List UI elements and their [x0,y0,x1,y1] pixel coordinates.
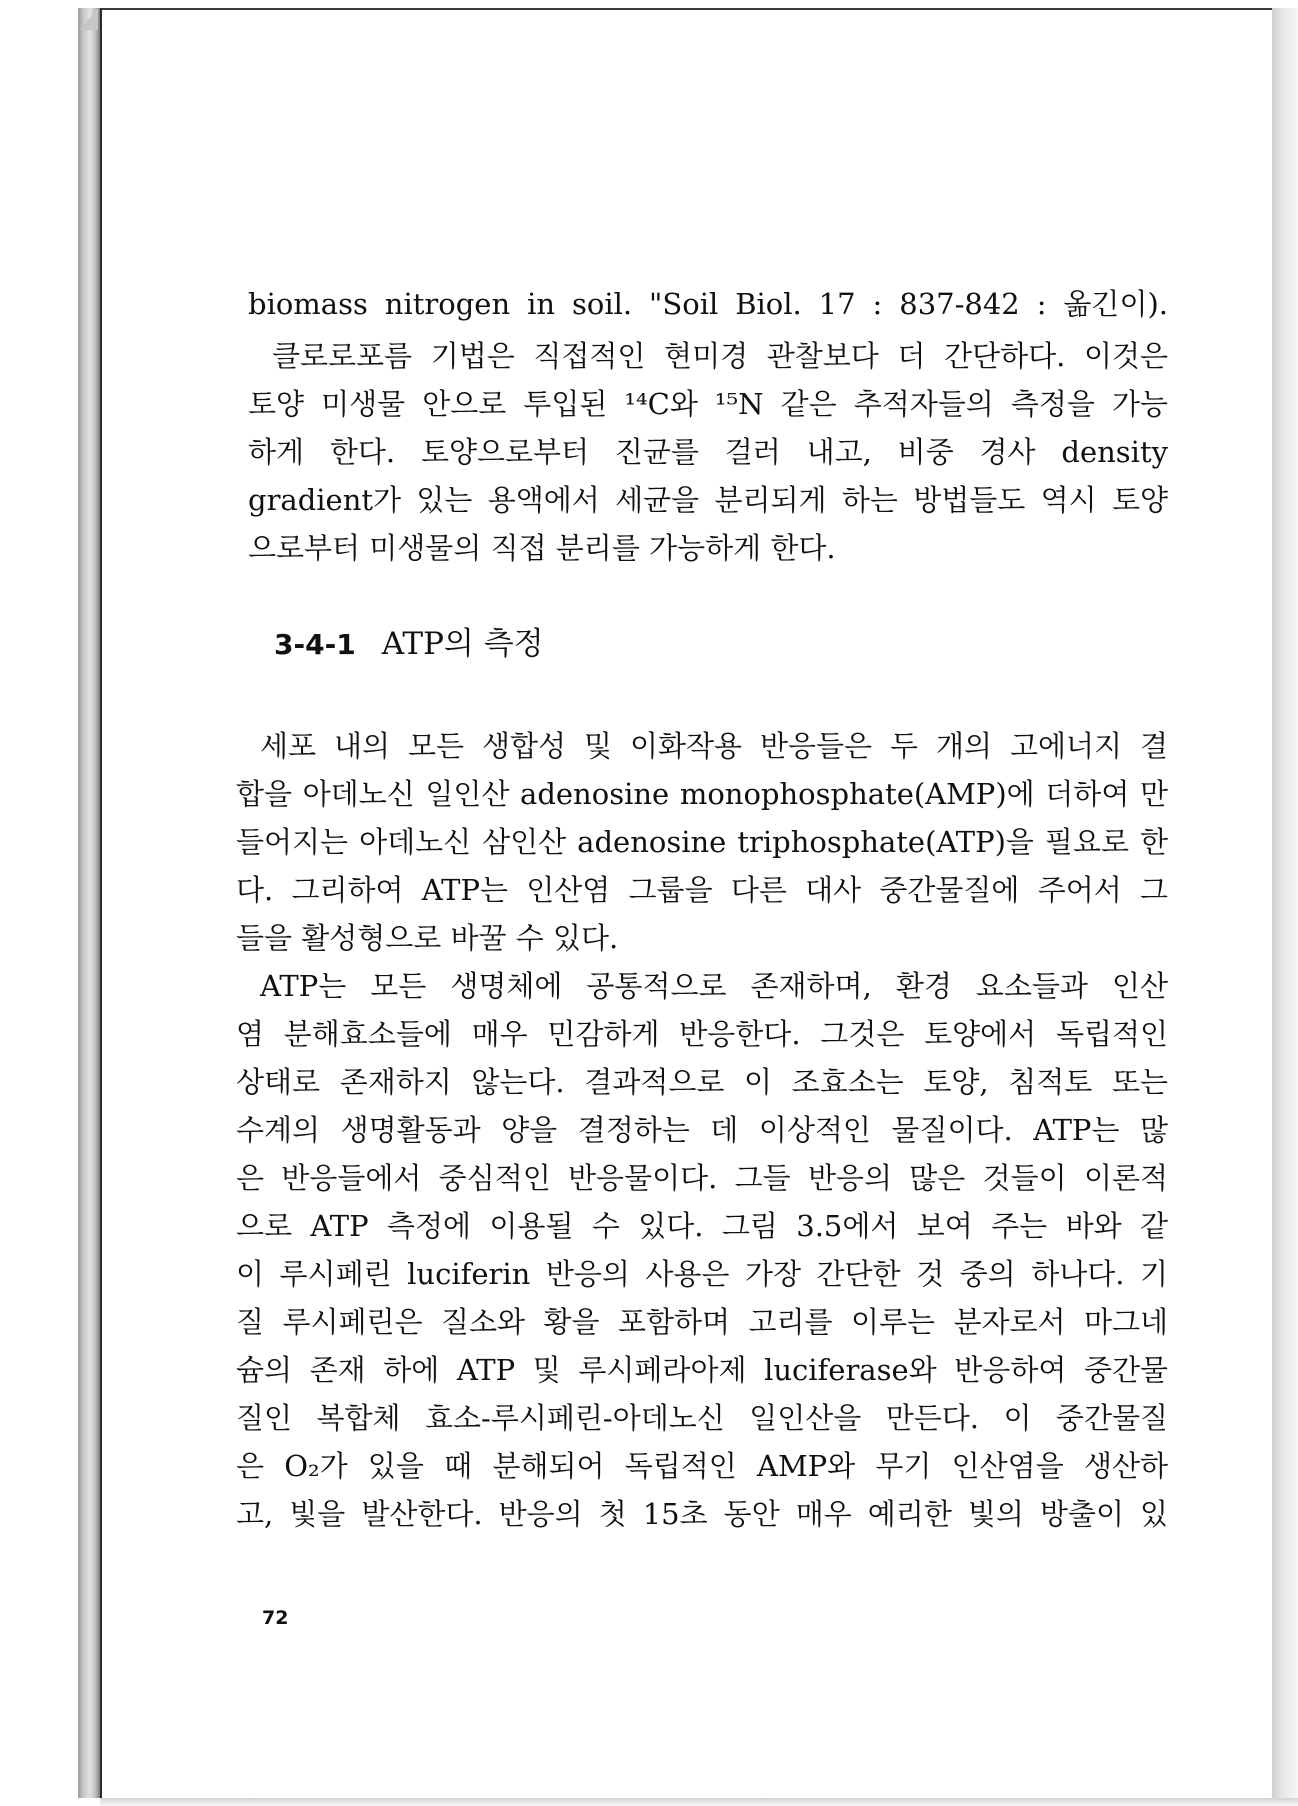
text-line: 으로부터 미생물의 직접 분리를 가능하게 한다. [248,531,836,565]
section-title: ATP의 측정 [381,626,544,662]
spine-corner [80,8,98,30]
text-line: 합을 아데노신 일인산 adenosine monophosphate(AMP)에 더하여 만 [236,777,1168,811]
text-line: 은 반응들에서 중심적인 반응물이다. 그들 반응의 많은 것들이 이론적 [236,1161,1168,1195]
text-line: 상태로 존재하지 않는다. 결과적으로 이 조효소는 토양, 침적토 또는 [236,1065,1168,1099]
text-line: 으로 ATP 측정에 이용될 수 있다. 그림 3.5에서 보여 주는 바와 같 [236,1209,1168,1243]
text-line: 고, 빛을 발산한다. 반응의 첫 15초 동안 매우 예리한 빛의 방출이 있 [236,1497,1168,1531]
section-heading [274,622,544,667]
paragraph-1 [248,280,1168,572]
paragraph-2 [236,722,1168,962]
section-number: 3-4-1 [274,628,356,661]
text-line: 질 루시페린은 질소와 황을 포함하며 고리를 이루는 분자로서 마그네 [236,1305,1168,1339]
text-line: 질인 복합체 효소-루시페린-아데노신 일인산을 만든다. 이 중간물질 [236,1401,1168,1435]
book-spine [78,8,100,1798]
text-line: 슘의 존재 하에 ATP 및 루시페라아제 luciferase와 반응하여 중간물 [236,1353,1168,1387]
paragraph-3 [236,962,1168,1538]
text-line: 이 루시페린 luciferin 반응의 사용은 가장 간단한 것 중의 하나다. 기 [236,1257,1168,1291]
text-line: 들을 활성형으로 바꿀 수 있다. [236,921,619,955]
page-bottom-shadow [100,1798,1298,1806]
text-line: ATP는 모든 생명체에 공통적으로 존재하며, 환경 요소들과 인산 [260,969,1168,1003]
text-line: 염 분해효소들에 매우 민감하게 반응한다. 그것은 토양에서 독립적인 [236,1017,1168,1051]
text-line: gradient가 있는 용액에서 세균을 분리되게 하는 방법들도 역시 토양 [248,483,1168,517]
text-line: 은 O₂가 있을 때 분해되어 독립적인 AMP와 무기 인산염을 생산하 [236,1449,1168,1483]
text-line: biomass nitrogen in soil. "Soil Biol. 17 : 837-842 : 옮긴이). [248,287,1168,321]
page-edge-shadow [1272,8,1298,1806]
text-line: 하게 한다. 토양으로부터 진균를 걸러 내고, 비중 경사 density [248,435,1168,469]
text-line: 들어지는 아데노신 삼인산 adenosine triphosphate(ATP)을 필요로 한 [236,825,1168,859]
text-line: 수계의 생명활동과 양을 결정하는 데 이상적인 물질이다. ATP는 많 [236,1113,1168,1147]
text-line: 세포 내의 모든 생합성 및 이화작용 반응들은 두 개의 고에너지 결 [260,729,1168,763]
text-line: 다. 그리하여 ATP는 인산염 그룹을 다른 대사 중간물질에 주어서 그 [236,873,1168,907]
text-line: 클로로포름 기법은 직접적인 현미경 관찰보다 더 간단하다. 이것은 [272,339,1168,373]
text-line: 토양 미생물 안으로 투입된 ¹⁴C와 ¹⁵N 같은 추적자들의 측정을 가능 [248,387,1168,421]
page-number: 72 [262,1607,289,1629]
